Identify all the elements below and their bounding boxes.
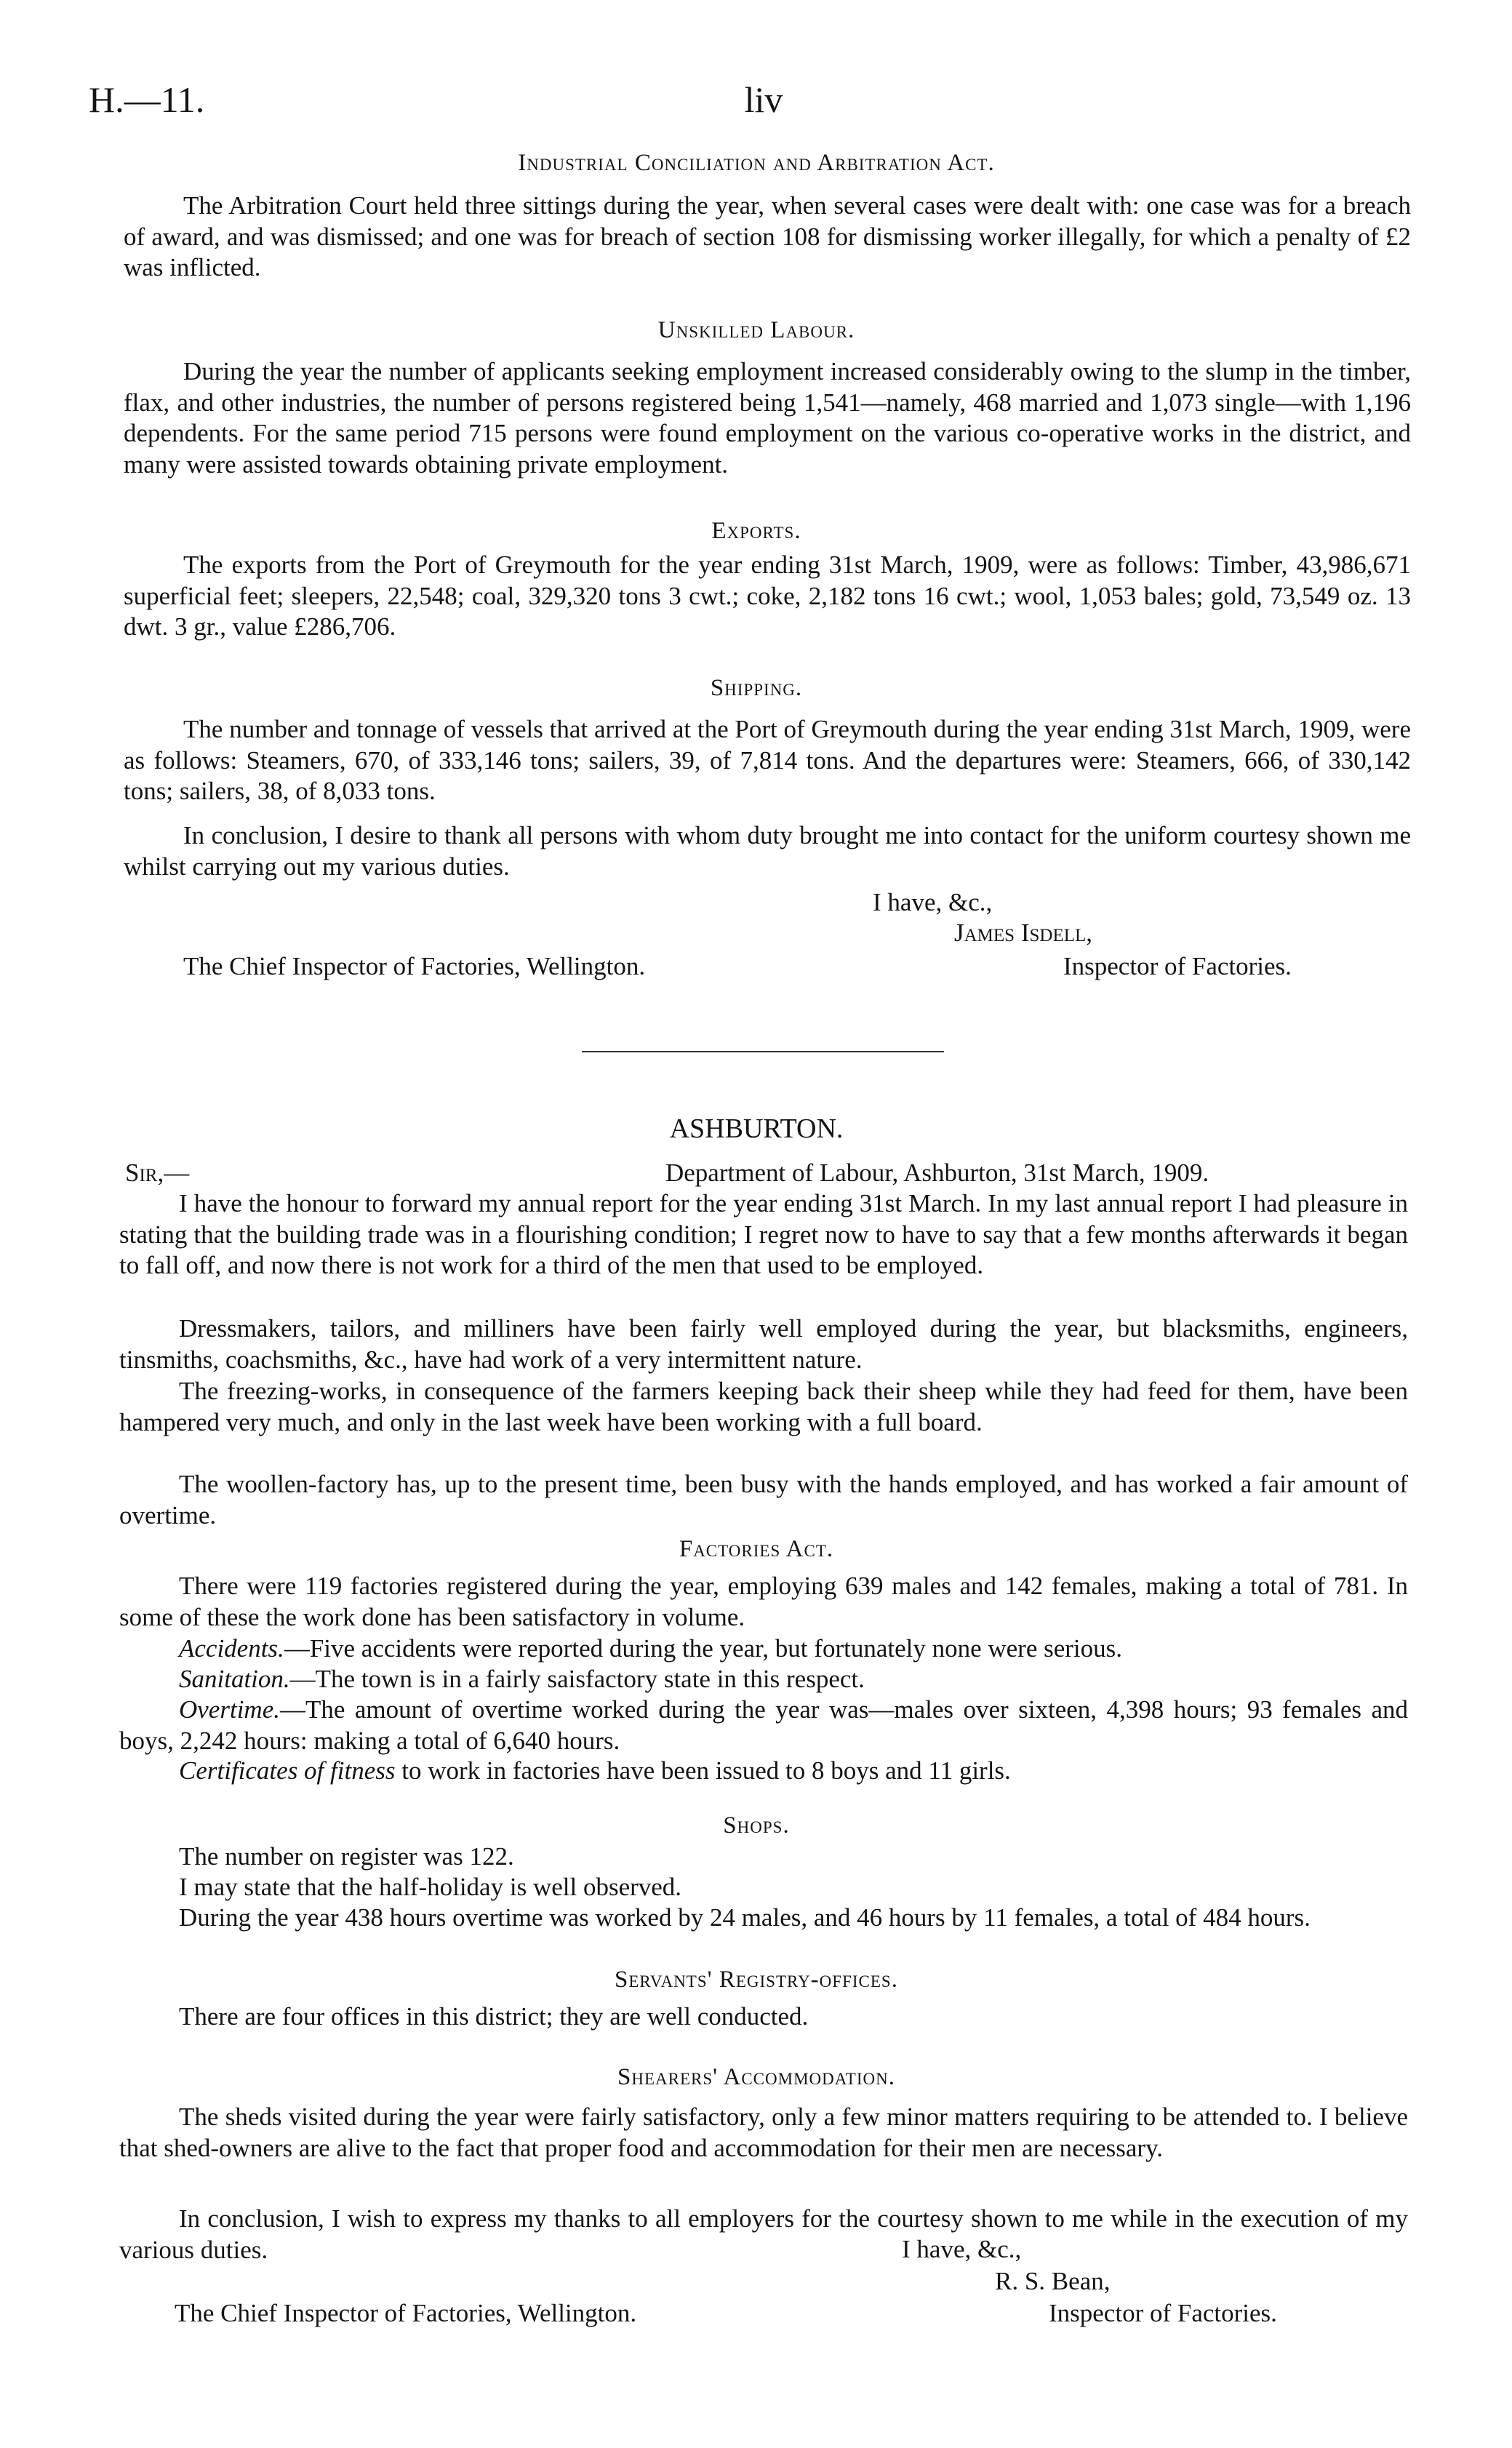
overtime-label: Overtime. xyxy=(179,1695,280,1724)
certificates-label: Certificates of fitness xyxy=(179,1756,396,1785)
series-number: H.—11. xyxy=(89,79,205,120)
greymouth-signatory-title: Inspector of Factories. xyxy=(1063,952,1292,980)
greymouth-conclusion: In conclusion, I desire to thank all persons with whom duty brought me into contact for the uniform courtesy shown me whilst carrying out my various duties. xyxy=(124,821,1411,881)
factories-act-heading: Factories Act. xyxy=(679,1536,834,1562)
shipping-paragraph: The number and tonnage of vessels that arrived at the Port of Greymouth during the year ending 31st March, 1909, were as follows: Steamers, 670, of 333,146 tons; sailers, 39, of 7,814 tons. And the departures were: Steamers, 666, of 330,142 tons; sailers, 38, of 8,033 tons. xyxy=(124,715,1411,806)
greymouth-closing: I have, &c., xyxy=(873,888,993,916)
ashburton-signatory-title: Inspector of Factories. xyxy=(1049,2299,1277,2327)
ashburton-conclusion: In conclusion, I wish to express my thanks to all employers for the courtesy shown to me while in the execution of my various duties. xyxy=(119,2204,1408,2264)
page-number: liv xyxy=(744,79,783,120)
sanitation-text: —The town is in a fairly saisfactory state in this respect. xyxy=(289,1665,865,1693)
section-divider xyxy=(582,1051,944,1052)
arbitration-heading: Industrial Conciliation and Arbitration Act. xyxy=(518,150,995,176)
intro-paragraph-2: Dressmakers, tailors, and milliners have been fairly well employed during the year, but blacksmiths, engineers, tinsmiths, coachsmiths, &c., have had work of a very intermittent nature. xyxy=(119,1314,1408,1374)
dateline: Department of Labour, Ashburton, 31st March, 1909. xyxy=(665,1159,1209,1187)
shearers-paragraph: The sheds visited during the year were fairly satisfactory, only a few minor matters requiring to be attended to. I believe that shed-owners are alive to the fact that proper food and accommodation for their men are necessary. xyxy=(119,2103,1408,2162)
intro-paragraph-1: I have the honour to forward my annual report for the year ending 31st March. In my last annual report I had pleasure in stating that the building trade was in a flourishing condition; I regret now to have to say that a few months afterwards it began to fall off, and now there is not work for a third of the men that used to be employed. xyxy=(119,1189,1408,1280)
overtime-text: —The amount of overtime worked during the year was—males over sixteen, 4,398 hours; 93 females and boys, 2,242 hours: making a total of 6,640 hours. xyxy=(119,1695,1408,1755)
factories-paragraph: There were 119 factories registered during the year, employing 639 males and 142 females, making a total of 781. In some of these the work done has been satisfactory in volume. xyxy=(119,1572,1408,1631)
ashburton-title: ASHBURTON. xyxy=(669,1113,844,1144)
shearers-heading: Shearers' Accommodation. xyxy=(617,2064,895,2090)
greymouth-addressee: The Chief Inspector of Factories, Wellington. xyxy=(183,952,646,980)
arbitration-paragraph: The Arbitration Court held three sittings during the year, when several cases were dealt with: one case was for a breach of award, and was dismissed; and one was for breach of section 108 for dismissing worker illegally, for which a penalty of £2 was inflicted. xyxy=(124,191,1411,282)
ashburton-closing: I have, &c., xyxy=(902,2235,1022,2263)
servants-heading: Servants' Registry-offices. xyxy=(615,1967,898,1993)
servants-paragraph: There are four offices in this district; they are well conducted. xyxy=(179,2002,809,2031)
overtime-paragraph xyxy=(119,1695,1408,1756)
shops-half-holiday-line: I may state that the half-holiday is well observed. xyxy=(179,1873,682,1901)
salutation: Sir,— xyxy=(125,1159,190,1187)
certificates-text: to work in factories have been issued to 8 boys and 11 girls. xyxy=(395,1756,1011,1785)
shops-overtime-paragraph: During the year 438 hours overtime was worked by 24 males, and 46 hours by 11 females, a total of 484 hours. xyxy=(179,1903,1311,1932)
unskilled-labour-paragraph: During the year the number of applicants seeking employment increased considerably owing to the slump in the timber, flax, and other industries, the number of persons registered being 1,541—namely, 468 married and 1,073 single—with 1,196 dependents. For the same period 715 persons were found employment on the various co-operative works in the district, and many were assisted towards obtaining private employment. xyxy=(124,357,1411,479)
intro-paragraph-3: The freezing-works, in consequence of the farmers keeping back their sheep while they had feed for them, have been hampered very much, and only in the last week have been working with a full board. xyxy=(119,1377,1408,1436)
intro-paragraph-4: The woollen-factory has, up to the present time, been busy with the hands employed, and has worked a fair amount of overtime. xyxy=(119,1470,1408,1529)
unskilled-labour-heading: Unskilled Labour. xyxy=(657,317,855,343)
certificates-paragraph xyxy=(119,1756,1408,1787)
accidents-text: —Five accidents were reported during the year, but fortunately none were serious. xyxy=(284,1634,1123,1663)
exports-heading: Exports. xyxy=(711,518,801,544)
shops-heading: Shops. xyxy=(723,1812,790,1839)
ashburton-addressee: The Chief Inspector of Factories, Wellington. xyxy=(175,2299,637,2327)
sanitation-label: Sanitation. xyxy=(179,1665,290,1693)
greymouth-signatory-name: James Isdell, xyxy=(954,919,1093,947)
exports-paragraph: The exports from the Port of Greymouth for the year ending 31st March, 1909, were as follows: Timber, 43,986,671 superficial feet; sleepers, 22,548; coal, 329,320 tons 3 cwt.; coke, 2,182 tons 16 cwt.; wool, 1,053 bales; gold, 73,549 oz. 13 dwt. 3 gr., value £286,706. xyxy=(124,551,1411,641)
shops-register-line: The number on register was 122. xyxy=(179,1842,514,1871)
sanitation-paragraph xyxy=(119,1664,1408,1695)
accidents-paragraph xyxy=(119,1633,1408,1665)
accidents-label: Accidents. xyxy=(179,1634,284,1663)
shipping-heading: Shipping. xyxy=(710,675,803,701)
ashburton-signatory-name: R. S. Bean, xyxy=(995,2267,1111,2295)
